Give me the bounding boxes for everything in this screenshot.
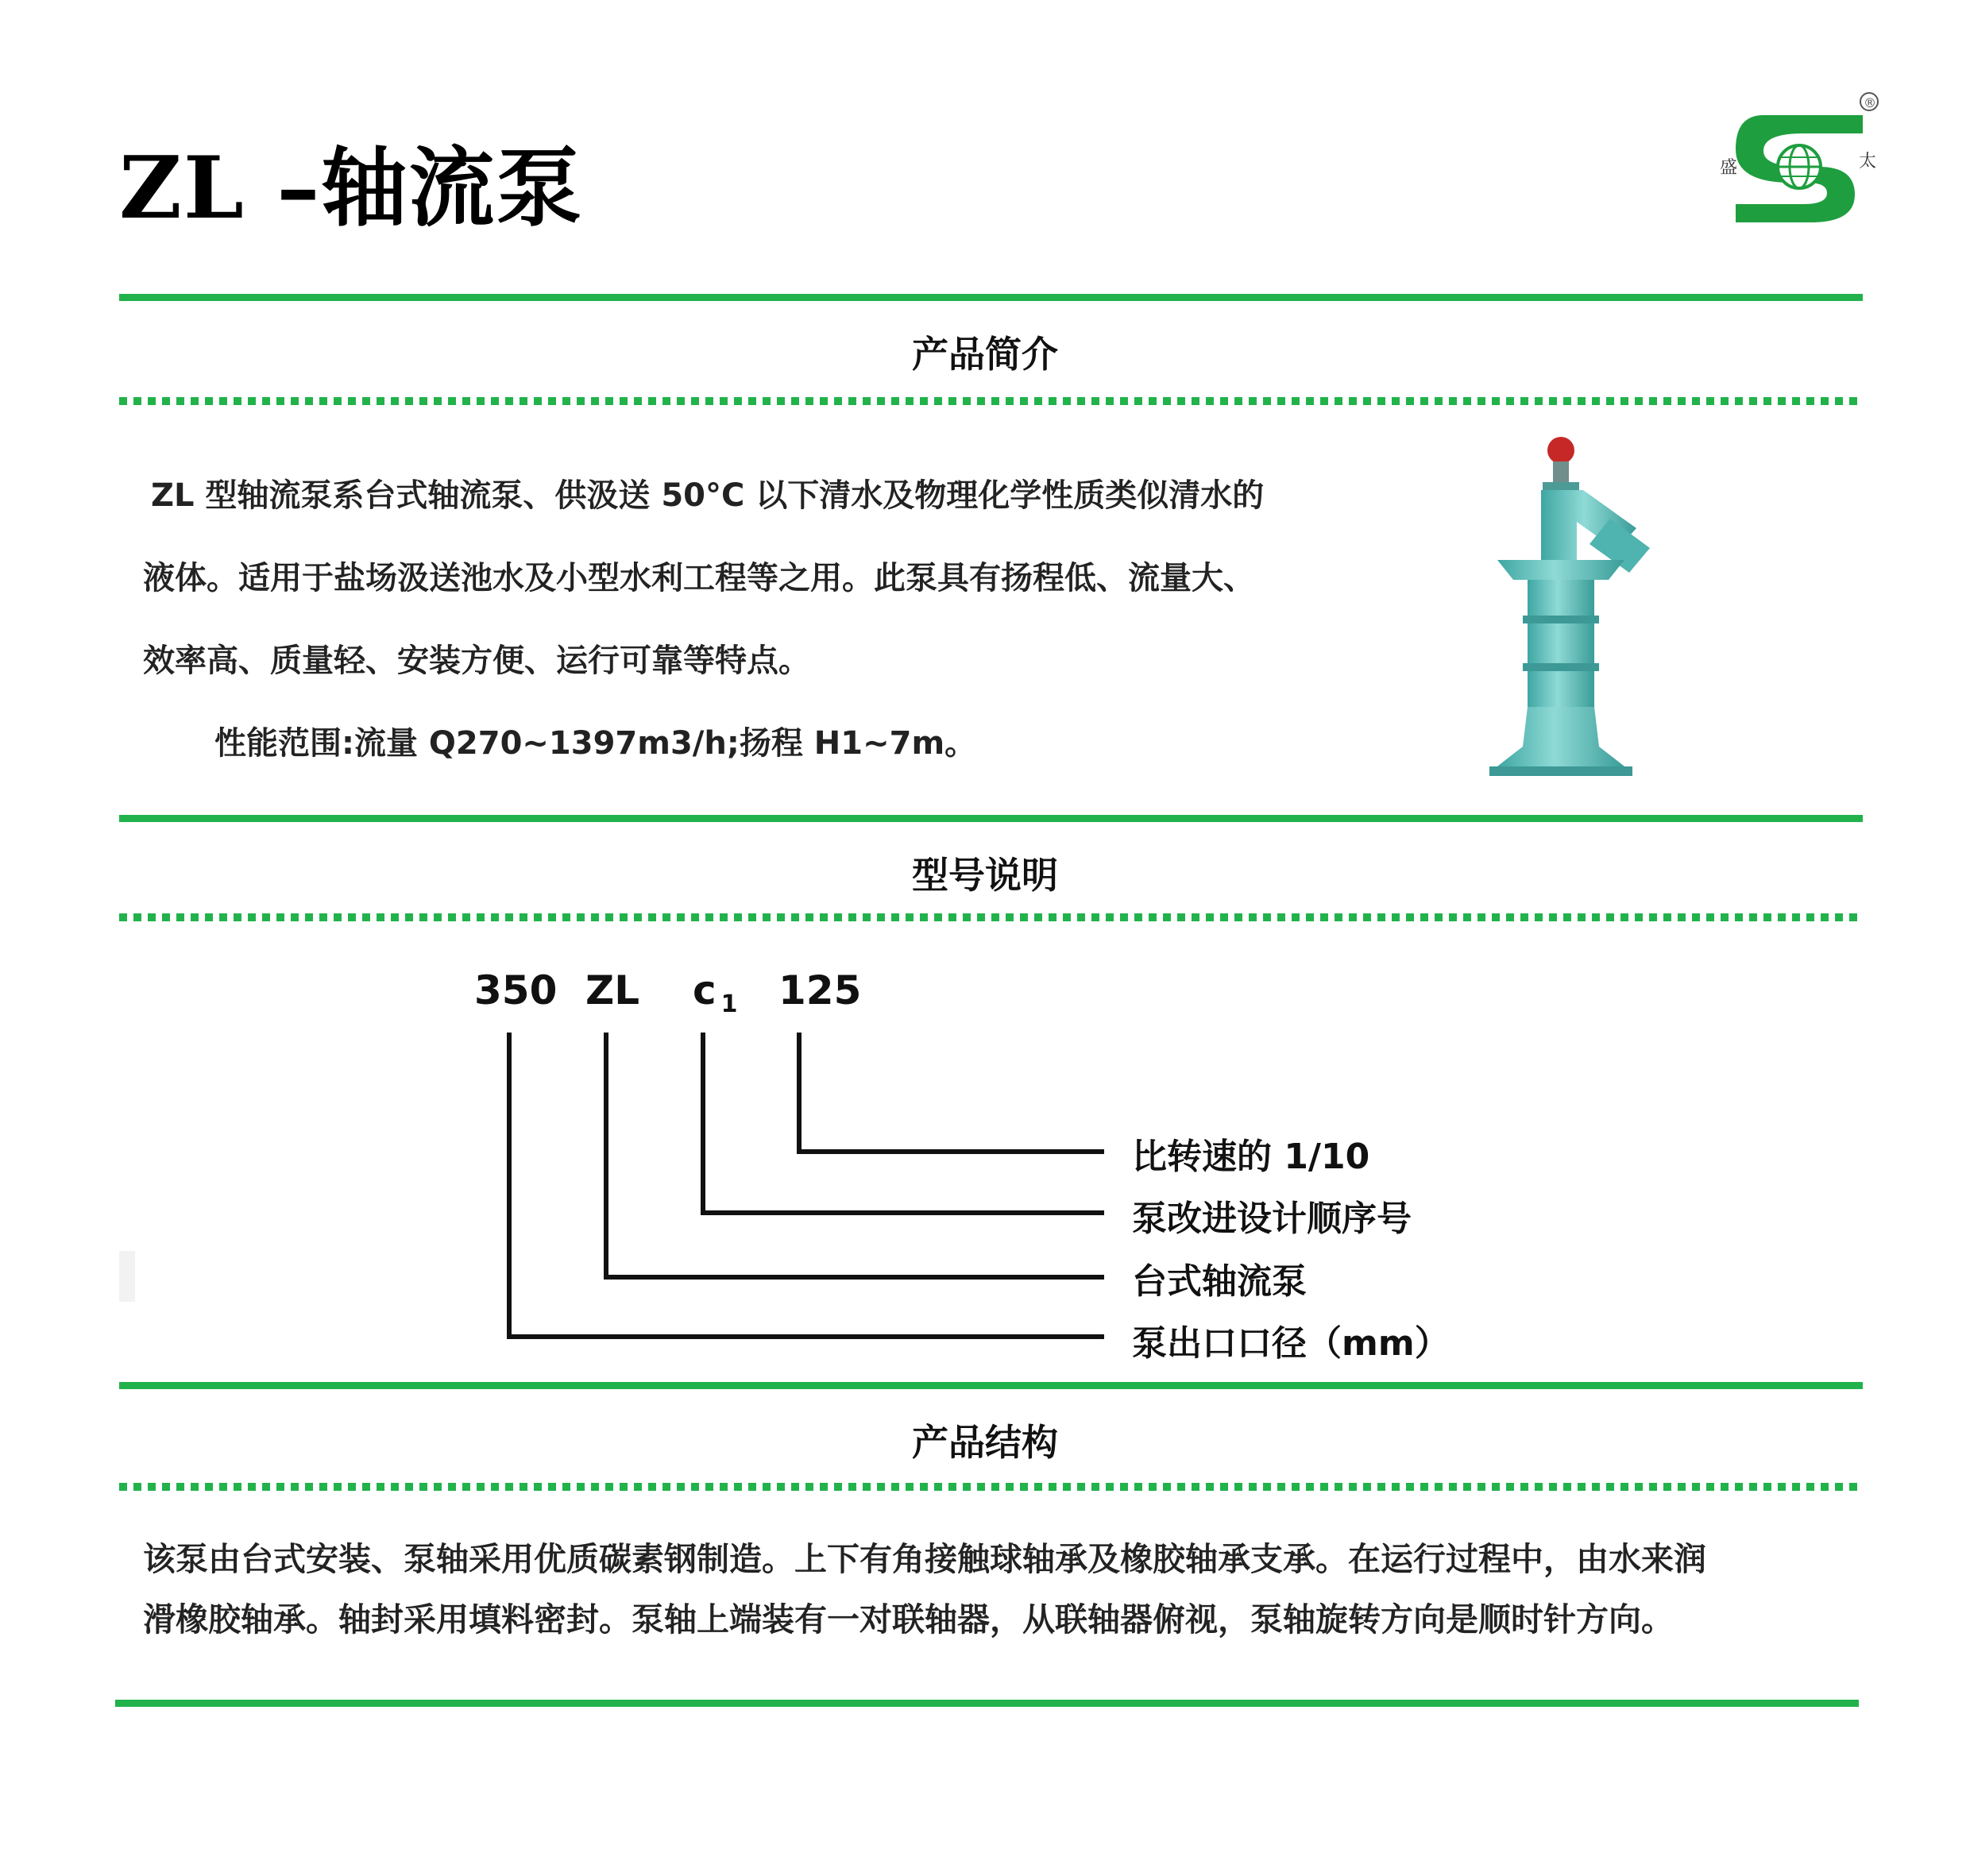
dotted-divider: [119, 1483, 1863, 1491]
intro-line-2: 液体。适用于盐场汲送池水及小型水利工程等之用。此泵具有扬程低、流量大、: [143, 560, 1255, 596]
code-revision-letter: c: [693, 967, 717, 1013]
performance-range: 性能范围:流量 Q270~1397m3/h;扬程 H1~7m。: [214, 725, 977, 762]
legend-outlet-diameter: 泵出口口径（mm）: [1132, 1323, 1450, 1364]
legend-revision: 泵改进设计顺序号: [1132, 1199, 1412, 1239]
structure-line-1: 该泵由台式安装、泵轴采用优质碳素钢制造。上下有角接触球轴承及橡胶轴承支承。在运行过程中，由水来润: [143, 1540, 1706, 1578]
code-speed: 125: [778, 967, 862, 1013]
section-title-intro: 产品简介: [912, 333, 1058, 376]
logo-text-left: 盛: [1720, 158, 1738, 178]
legend-specific-speed: 比转速的 1/10: [1132, 1137, 1370, 1177]
section-title-model: 型号说明: [912, 854, 1058, 897]
intro-line-1: ZL 型轴流泵系台式轴流泵、供汲送 50°C 以下清水及物理化学性质类似清水的: [151, 477, 1265, 514]
structure-paragraph: [143, 1529, 1859, 1650]
code-revision-subscript: 1: [720, 990, 738, 1018]
divider-bottom: [115, 1700, 1859, 1707]
legend-pump-type: 台式轴流泵: [1132, 1261, 1307, 1302]
scan-artifact: [119, 1251, 135, 1302]
code-size: 350: [474, 967, 558, 1013]
intro-line-3: 效率高、质量轻、安装方便、运行可靠等特点。: [143, 643, 810, 679]
logo-text-right: 太: [1859, 152, 1877, 172]
registered-mark: ®: [1864, 95, 1876, 110]
structure-line-2: 滑橡胶轴承。轴封采用填料密封。泵轴上端装有一对联轴器，从联轴器俯视，泵轴旋转方向是顺时针方向。: [143, 1600, 1674, 1639]
code-type: ZL: [585, 967, 640, 1013]
page-title: ZL –轴流泵: [119, 138, 584, 238]
divider-structure: [119, 1382, 1863, 1389]
section-title-structure: 产品结构: [912, 1421, 1058, 1464]
